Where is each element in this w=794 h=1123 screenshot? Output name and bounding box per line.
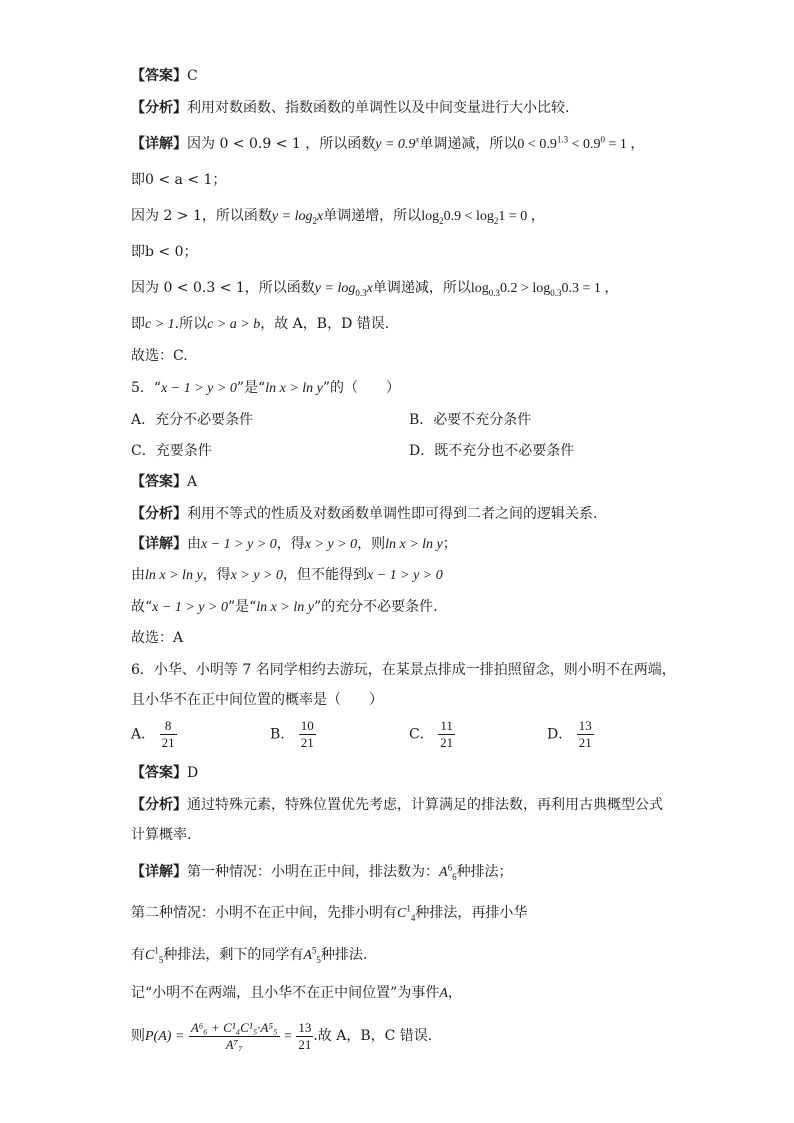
q5-option-d: D．既不充分也不必要条件 <box>409 443 575 459</box>
q5-detail-line-3 <box>131 597 438 618</box>
math-sub: 5 <box>316 954 321 965</box>
option-label: A． <box>131 726 156 743</box>
detail-tag: 【详解】 <box>131 136 187 152</box>
text: ， <box>447 985 462 1001</box>
text: 即 <box>131 316 145 332</box>
analysis-tag: 【分析】 <box>131 506 187 522</box>
math-sup: 1 <box>154 945 159 956</box>
numerator: A⁶₆ + C¹₄C¹₅·A⁵₅ <box>190 1019 278 1035</box>
text: 故“ <box>131 599 153 615</box>
fraction <box>438 718 455 751</box>
q6-option-d <box>547 718 594 751</box>
q6-analysis-line-1 <box>131 795 663 815</box>
q6-detail-line-2 <box>131 903 527 924</box>
q6-answer-line <box>131 763 198 783</box>
numerator: 8 <box>160 718 177 735</box>
text: 6．小华、小明等 7 名同学相约去游玩，在某景点排成一排拍照留念，则小明不在两端， <box>131 662 676 678</box>
math: 0.2 > log <box>499 281 551 296</box>
text: 因为 0 < 0.9 < 1 ，所以函数 <box>187 136 376 152</box>
text: ，得 <box>202 567 231 583</box>
math-sub: 2 <box>312 215 317 226</box>
text: 单调递减，所以 <box>372 280 471 296</box>
q4-detail-line-1 <box>131 134 644 155</box>
text: 因为 2 > 1，所以函数 <box>131 208 272 224</box>
math: A <box>439 986 448 1001</box>
text: 则 <box>131 1028 145 1044</box>
denominator: 21 <box>440 735 454 750</box>
q4-line-5 <box>131 278 618 299</box>
math-sup: 5 <box>311 945 317 956</box>
math: log <box>470 281 489 296</box>
text: 种排法； <box>456 864 513 880</box>
denominator: A⁷₇ <box>225 1036 243 1052</box>
math: 0 < 0.9 <box>517 137 557 152</box>
text: 故选：A <box>131 630 184 646</box>
detail-tag: 【详解】 <box>131 536 187 552</box>
q5-analysis-line <box>131 504 597 524</box>
text: .故 A，B，C 错误. <box>313 1028 433 1044</box>
math: y = 0.9 <box>375 137 416 152</box>
math: x − 1 > y > 0 <box>201 537 277 552</box>
detail-tag: 【详解】 <box>131 864 187 880</box>
text: 计算概率. <box>131 827 192 843</box>
math-sup: 1.3 <box>556 134 569 145</box>
text: 即b < 0； <box>131 244 198 260</box>
denominator: 21 <box>161 735 175 750</box>
math: x − 1 > y > 0 <box>161 381 237 396</box>
q6-stem-line-1 <box>131 660 676 680</box>
q5-option-c: C．充要条件 <box>131 443 212 459</box>
analysis-tag: 【分析】 <box>131 797 187 813</box>
text: ，故 A，B，D 错误. <box>260 316 390 332</box>
text: 因为 0 < 0.3 < 1，所以函数 <box>131 280 315 296</box>
analysis-text: 利用不等式的性质及对数函数单调性即可得到二者之间的逻辑关系. <box>187 506 598 522</box>
math-sup: 1 <box>406 903 411 914</box>
probability-fraction <box>189 1020 280 1053</box>
text: 故选：C. <box>131 348 188 364</box>
math-sub: 2 <box>439 215 444 226</box>
math: ln x > ln y <box>145 568 203 583</box>
math-sub: 6 <box>452 871 457 882</box>
text: ”的（ ） <box>322 380 401 396</box>
math: x > y > 0 <box>304 537 358 552</box>
math-sub: 5 <box>158 954 164 965</box>
math: c > a > b <box>207 317 261 332</box>
text: 第二种情况：小明不在正中间，先排小明有 <box>131 905 397 921</box>
math: y = log <box>314 281 356 296</box>
q6-option-c <box>409 718 455 751</box>
answer-tag: 【答案】 <box>131 765 187 781</box>
q4-line-4 <box>131 242 198 262</box>
text: ； <box>442 536 457 552</box>
q6-option-b <box>270 718 316 751</box>
q5-detail-line-1 <box>131 534 457 555</box>
text: ，但不能得到 <box>282 567 367 583</box>
text: 5．“ <box>131 380 162 396</box>
math-sub: 2 <box>493 215 499 226</box>
math: ln x > ln y <box>256 600 314 615</box>
denominator: 21 <box>578 735 592 750</box>
math: < 0.9 <box>568 137 601 152</box>
math: = <box>283 1029 292 1044</box>
math: C <box>397 906 407 921</box>
answer-tag: 【答案】 <box>131 474 187 490</box>
text: .所以 <box>174 316 208 332</box>
text: 且小华不在正中间位置的概率是（ ） <box>131 692 383 708</box>
option-label: D． <box>547 726 573 743</box>
q5-detail-line-2 <box>131 565 443 586</box>
text: 由 <box>187 536 201 552</box>
q6-detail-line-4 <box>131 983 462 1004</box>
math-sub: 4 <box>410 912 416 923</box>
fraction <box>160 718 177 751</box>
text: 即0 < a < 1； <box>131 172 227 188</box>
math: x − 1 > y > 0 <box>152 600 228 615</box>
q4-conclusion <box>131 346 188 366</box>
q6-analysis-line-2 <box>131 825 191 845</box>
q6-detail-line-5 <box>131 1018 432 1055</box>
text: 第一种情况：小明在正中间，排法数为： <box>187 864 439 880</box>
answer-value: A <box>187 474 198 490</box>
math: c > 1 <box>145 317 175 332</box>
math: A <box>303 948 312 963</box>
numerator: 10 <box>300 718 314 733</box>
option-label: C． <box>409 726 434 743</box>
q4-analysis-line <box>131 98 569 118</box>
math-sub: 0.3 <box>488 287 500 298</box>
math: x − 1 > y > 0 <box>366 568 443 583</box>
text: 记“小明不在两端，且小华不在正中间位置”为事件 <box>131 985 440 1001</box>
numerator: 11 <box>438 718 455 735</box>
text: 由 <box>131 567 145 583</box>
q6-option-a <box>131 718 177 751</box>
text: 种排法. <box>320 947 368 963</box>
math: 0.9 < log <box>443 209 494 224</box>
math-sup: 6 <box>447 862 453 873</box>
q5-stem <box>131 378 400 399</box>
denominator: 21 <box>300 735 314 750</box>
math-sub: 0.3 <box>550 287 562 298</box>
math: x <box>316 209 324 224</box>
math: A <box>439 865 448 880</box>
q4-answer-line <box>131 66 198 86</box>
text: 有 <box>131 947 145 963</box>
q6-detail-line-3 <box>131 945 367 966</box>
q6-stem-line-2 <box>131 690 383 710</box>
analysis-tag: 【分析】 <box>131 100 187 116</box>
analysis-text: 通过特殊元素，特殊位置优先考虑，计算满足的排法数，再利用古典概型公式 <box>187 797 663 813</box>
math: x > y > 0 <box>230 568 283 583</box>
text: 单调递增，所以 <box>323 208 422 224</box>
q5-answer-line <box>131 472 197 492</box>
text: 种排法，再排小华 <box>415 905 528 921</box>
math: ln x > ln y <box>265 381 323 396</box>
math: 1 = 0 ， <box>498 209 545 224</box>
q4-line-2 <box>131 170 226 190</box>
text: 种排法，剩下的同学有 <box>163 947 304 963</box>
math: x <box>366 281 373 296</box>
math-sub: 0.3 <box>355 287 367 298</box>
math: y = log <box>271 209 313 224</box>
answer-tag: 【答案】 <box>131 68 187 84</box>
option-label: B． <box>270 726 295 743</box>
math-sup: 0 <box>600 134 605 145</box>
q6-detail-line-1 <box>131 862 513 883</box>
fraction <box>577 718 594 751</box>
analysis-text: 利用对数函数、指数函数的单调性以及中间变量进行大小比较. <box>187 100 570 116</box>
math: C <box>145 948 155 963</box>
answer-value: D <box>187 765 199 781</box>
math: 0.3 = 1 ， <box>561 281 619 296</box>
q4-line-3 <box>131 206 545 227</box>
q5-option-a: A．充分不必要条件 <box>131 412 254 428</box>
math: log <box>421 209 440 224</box>
math: ln x > ln y <box>385 537 443 552</box>
text: ，得 <box>276 536 305 552</box>
math-sup: x <box>415 134 420 145</box>
text: ”是“ <box>227 599 257 615</box>
math: P(A) = <box>145 1029 185 1044</box>
text: ，则 <box>357 536 386 552</box>
text: 单调递减，所以 <box>419 136 518 152</box>
q4-line-6 <box>131 314 389 335</box>
text: ”是“ <box>236 380 266 396</box>
numerator: 13 <box>298 1019 312 1035</box>
result-fraction <box>296 1020 313 1053</box>
fraction <box>299 718 316 751</box>
denominator: 21 <box>298 1036 312 1052</box>
numerator: 13 <box>578 718 592 733</box>
q5-option-b: B．必要不充分条件 <box>409 412 532 428</box>
answer-value: C <box>187 68 198 84</box>
text: ”的充分不必要条件. <box>313 599 438 615</box>
math: = 1 ， <box>604 137 645 152</box>
q5-conclusion <box>131 628 183 648</box>
